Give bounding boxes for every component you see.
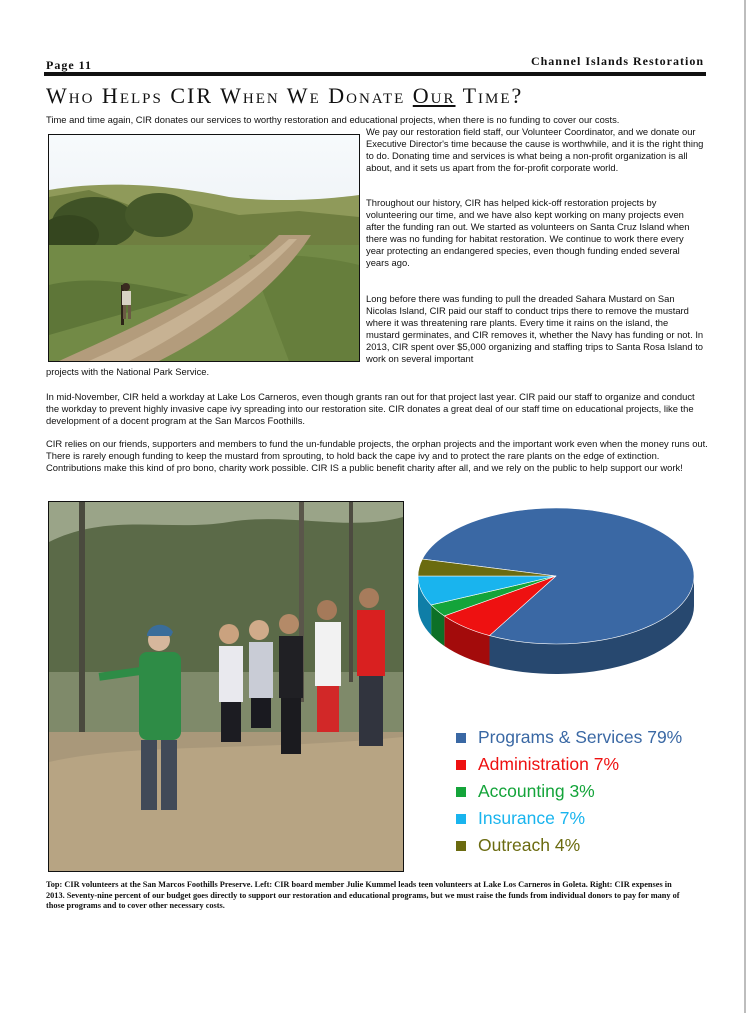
legend-label-outreach: Outreach 4% bbox=[478, 835, 581, 855]
pie-chart-svg bbox=[416, 494, 700, 694]
paragraph-3: Long before there was funding to pull the dreaded Sahara Mustard on San Nicolas Island, CIR paid our staff to conduct trips there to remove the mustard where it was threatening rare plants. Every time it rains on the island, the mustard germinates, and CIR removes it, whether the Navy has funding or not. In 2013, CIR spent over $5,000 organizing and staffing trips to Santa Rosa Island to work on several important bbox=[366, 293, 704, 364]
paragraph-5: CIR relies on our friends, supporters and members to fund the un-fundable projects, the orphan projects and the important work even when the money runs out. There is rarely enough funding to keep the mustard from sprouting, to hold back the cape ivy and to protect the rare plants on the edge of extinction. Contributions make this kind of pro bono, charity work possible. CIR IS a public benefit charity after all, and we rely on the public to help support our work! bbox=[46, 438, 708, 473]
headline-part-1: Who Helps CIR When We Donate bbox=[46, 83, 413, 108]
paragraph-1-lead: Time and time again, CIR donates our services to worthy restoration and educational projects, when there is no funding to cover our costs. bbox=[46, 114, 620, 125]
headline-part-2: Time? bbox=[455, 83, 524, 108]
paragraph-4: In mid-November, CIR held a workday at Lake Los Carneros, even though grants ran out for that project last year. CIR paid our staff to organize and conduct the workday to prevent highly invasive cape ivy spreading into our restoration site. CIR donates a great deal of our staff time on educational projects, like the development of a docent program at the San Marcos Foothills. bbox=[46, 391, 695, 426]
legend-swatch-accounting bbox=[456, 787, 466, 797]
teen-volunteers-illustration bbox=[49, 502, 403, 871]
page-edge-line bbox=[744, 0, 746, 1013]
paragraph-1-rest: We pay our restoration field staff, our Volunteer Coordinator, and we donate our Executive Director's time because the cause is worthwhile, and it is the right thing to do. Donating time and services is what being a non-profit organization is all about, and it sets us apart from the for-profit corporate world. bbox=[366, 126, 704, 173]
legend-item-administration bbox=[456, 751, 682, 778]
legend-item-programs bbox=[456, 724, 682, 751]
header-rule bbox=[44, 72, 706, 76]
legend-swatch-programs bbox=[456, 733, 466, 743]
publication-title: Channel Islands Restoration bbox=[530, 54, 704, 68]
headline-underlined-word: Our bbox=[412, 83, 456, 108]
photo-caption: Top: CIR volunteers at the San Marcos Foothills Preserve. Left: CIR board member Julie Kummel leads teen volunteers at Lake Los Carneros in Goleta. Right: CIR expenses in 2013. Seventy-nine percent of our budget goes directly to support our restoration and educational programs, but we must raise the funds from individual donors to pay for many of those programs and to cover other necessary costs. bbox=[46, 880, 680, 910]
volunteers-trail-photo bbox=[48, 134, 360, 362]
legend-item-insurance bbox=[456, 805, 682, 832]
legend-swatch-administration bbox=[456, 760, 466, 770]
legend-label-accounting: Accounting 3% bbox=[478, 781, 595, 801]
legend-label-administration: Administration 7% bbox=[478, 754, 620, 774]
page-number: Page 11 bbox=[46, 58, 92, 72]
legend-item-accounting bbox=[456, 778, 682, 805]
legend-label-programs: Programs & Services 79% bbox=[478, 727, 683, 747]
legend-label-insurance: Insurance 7% bbox=[478, 808, 586, 828]
legend-item-outreach bbox=[456, 832, 682, 859]
teen-volunteers-photo bbox=[48, 501, 404, 872]
paragraph-3-tail: projects with the National Park Service. bbox=[46, 366, 210, 377]
legend-swatch-insurance bbox=[456, 814, 466, 824]
trail-photo-illustration bbox=[49, 135, 359, 361]
expenses-pie-chart bbox=[416, 494, 700, 694]
paragraph-2: Throughout our history, CIR has helped kick-off restoration projects by volunteering our time, and we have also kept working on many projects even after the funding ran out. We started as volunteers on Santa Cruz Island when there was no funding for habitat restoration. We continue to work there every year protecting an endangered species, even though funding ended several years ago. bbox=[366, 197, 690, 268]
pie-chart-legend bbox=[456, 724, 682, 859]
article-headline bbox=[46, 83, 523, 109]
legend-swatch-outreach bbox=[456, 841, 466, 851]
